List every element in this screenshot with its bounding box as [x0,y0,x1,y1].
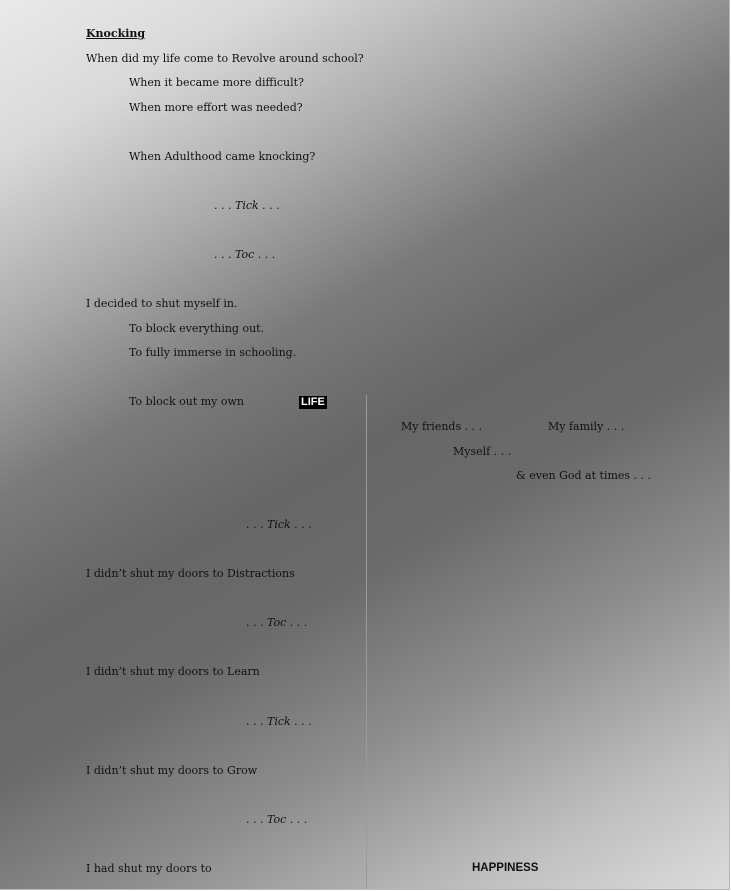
toc-1: . . . Toc . . . [214,248,276,261]
tick-3: . . . Tick . . . [246,715,312,728]
happiness-text: HAPPINESS [472,862,539,874]
poem-line-block-own: To block out my own [129,395,244,408]
column-divider [366,395,367,889]
poem-line-grow: I didn’t shut my doors to Grow [86,764,258,777]
toc-3: . . . Toc . . . [246,813,308,826]
poem-title: Knocking [86,27,146,40]
poem-line-final: I had shut my doors to [86,862,212,875]
tick-2: . . . Tick . . . [246,518,312,531]
poem-line-difficult: When it became more difficult? [129,76,304,89]
poem-line-block-out: To block everything out. [129,322,265,335]
poem-line-immerse: To fully immerse in schooling. [129,346,297,359]
poem-line-learn: I didn’t shut my doors to Learn [86,665,260,678]
poem-line-effort: When more effort was needed? [129,101,303,114]
friends-text: My friends . . . [401,420,483,433]
family-text: My family . . . [548,420,625,433]
poem-line-shut-in: I decided to shut myself in. [86,297,238,310]
toc-2: . . . Toc . . . [246,616,308,629]
poem-line-adulthood: When Adulthood came knocking? [129,150,316,163]
god-text: & even God at times . . . [516,469,652,482]
poem-line-revolve: When did my life come to Revolve around school? [86,52,364,65]
life-highlight: LIFE [301,396,325,408]
tick-1: . . . Tick . . . [214,199,280,212]
myself-text: Myself . . . [453,445,512,458]
poem-line-distractions: I didn’t shut my doors to Distractions [86,567,295,580]
